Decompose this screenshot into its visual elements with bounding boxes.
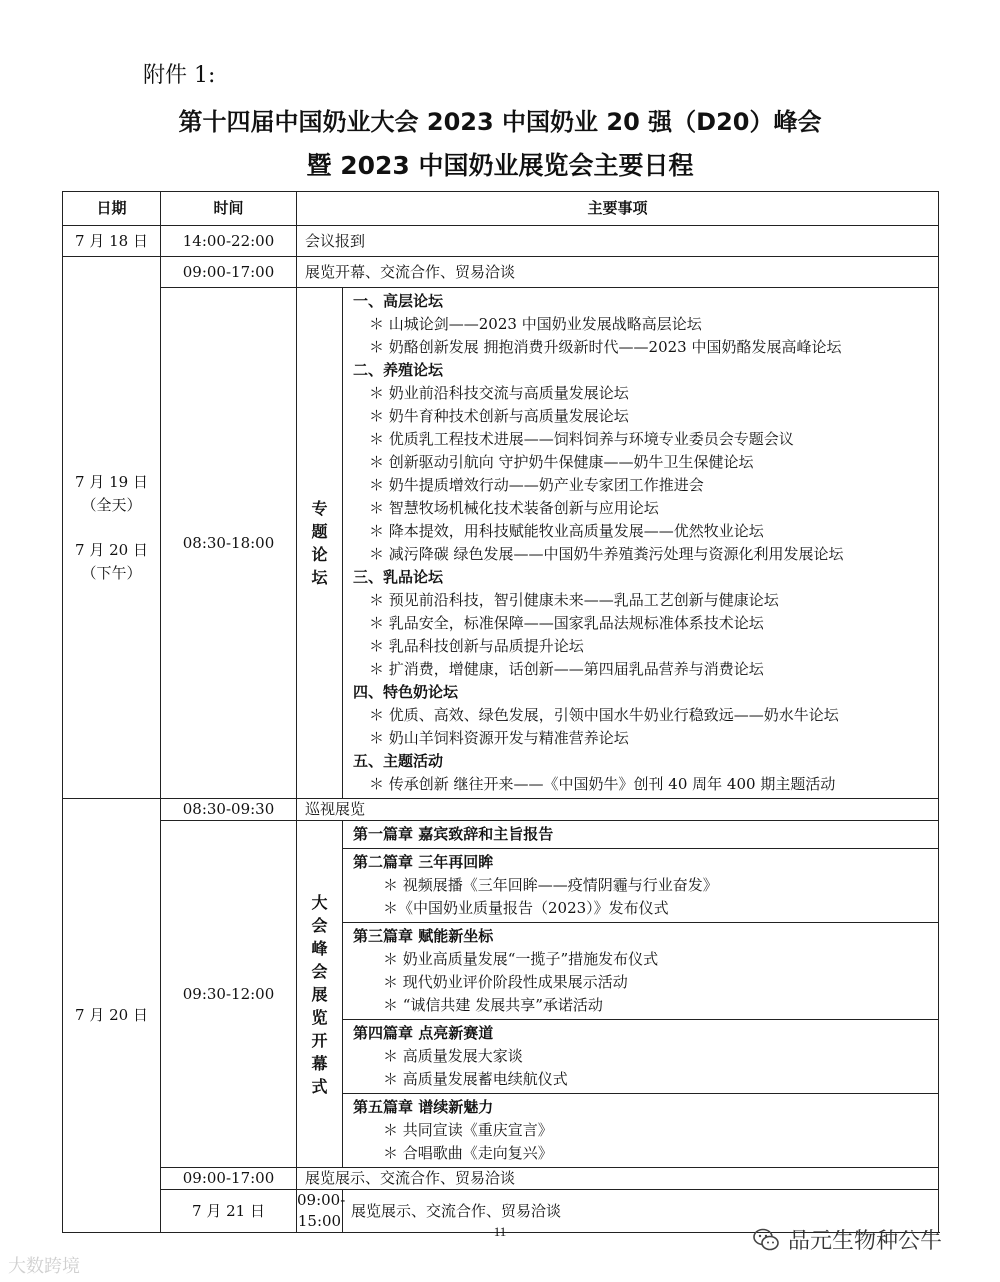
- schedule-table: [62, 191, 939, 1233]
- vertical-char: 幕: [311, 1053, 328, 1073]
- list-item: ＊ 山城论剑——2023 中国奶业发展战略高层论坛: [369, 315, 702, 333]
- date-cell: 7 月 20 日: [63, 799, 161, 1233]
- chapter-block: [343, 821, 939, 849]
- time-cell: 14:00-22:00: [161, 226, 297, 257]
- list-item: ＊ 奶业高质量发展“一揽子”措施发布仪式: [383, 950, 659, 968]
- date-note: （全天）: [81, 495, 142, 514]
- list-item: ＊ “诚信共建 发展共享”承诺活动: [383, 996, 603, 1014]
- table-row: [63, 1168, 939, 1190]
- wechat-icon: [752, 1226, 780, 1254]
- vertical-char: 展: [311, 984, 328, 1004]
- table-header-row: [63, 192, 939, 226]
- list-item: ＊ 智慧牧场机械化技术装备创新与应用论坛: [369, 499, 659, 517]
- chapter-title: 第四篇章 点亮新赛道: [353, 1024, 494, 1042]
- time-cell: 09:00-15:00: [297, 1190, 343, 1233]
- date-line: 7 月 19 日: [75, 472, 148, 491]
- list-item: ＊ 优质乳工程技术进展——饲料饲养与环境专业委员会专题会议: [369, 430, 794, 448]
- vertical-char: 会: [311, 961, 328, 981]
- time-cell: 08:30-18:00: [161, 288, 297, 799]
- table-row: [63, 799, 939, 821]
- time-cell: 09:00-17:00: [161, 1168, 297, 1190]
- list-item: ＊ 现代奶业评价阶段性成果展示活动: [383, 973, 628, 991]
- list-item: ＊ 优质、高效、绿色发展，引领中国水牛奶业行稳致远——奶水牛论坛: [369, 706, 839, 724]
- vertical-char: 专: [311, 499, 328, 518]
- list-item: ＊ 奶业前沿科技交流与高质量发展论坛: [369, 384, 629, 402]
- date-cell: 7 月 18 日: [63, 226, 161, 257]
- list-item: ＊ 高质量发展大家谈: [383, 1047, 523, 1065]
- list-item: ＊ 减污降碳 绿色发展——中国奶牛养殖粪污处理与资源化利用发展论坛: [369, 545, 844, 563]
- header-date: 日期: [63, 192, 161, 226]
- list-item: ＊ 高质量发展蓄电续航仪式: [383, 1070, 568, 1088]
- forum-list: [343, 288, 939, 799]
- date-cell-multi: [63, 257, 161, 799]
- date-cell: 7 月 21 日: [161, 1190, 297, 1233]
- vertical-char: 览: [311, 1007, 328, 1027]
- table-row: [63, 257, 939, 288]
- table-row: [63, 288, 939, 799]
- date-line: 7 月 20 日: [75, 540, 148, 559]
- table-row: [63, 821, 939, 849]
- list-item: ＊ 降本提效，用科技赋能牧业高质量发展——优然牧业论坛: [369, 522, 764, 540]
- event-cell: 展览展示、交流合作、贸易洽谈: [297, 1168, 939, 1190]
- list-item: ＊《中国奶业质量报告（2023）》发布仪式: [383, 899, 669, 917]
- document-title-line-2: 暨 2023 中国奶业展览会主要日程: [306, 151, 694, 180]
- vertical-char: 坛: [311, 568, 328, 587]
- header-events: 主要事项: [297, 192, 939, 226]
- vertical-char: 峰: [311, 938, 328, 958]
- chapter-block: [343, 923, 939, 1020]
- vertical-char: 会: [311, 915, 328, 935]
- list-item: ＊ 奶牛育种技术创新与高质量发展论坛: [369, 407, 629, 425]
- table-row: [63, 226, 939, 257]
- section-heading: 五、主题活动: [353, 752, 444, 770]
- chapter-title: 第三篇章 赋能新坐标: [353, 927, 494, 945]
- chapter-block: [343, 1094, 939, 1168]
- chapter-title: 第二篇章 三年再回眸: [353, 853, 494, 871]
- list-item: ＊ 传承创新 继往开来——《中国奶牛》创刊 40 周年 400 期主题活动: [369, 775, 836, 793]
- list-item: ＊ 奶牛提质增效行动——奶产业专家团工作推进会: [369, 476, 704, 494]
- list-item: ＊ 奶山羊饲料资源开发与精准营养论坛: [369, 729, 629, 747]
- list-item: ＊ 扩消费，增健康，话创新——第四届乳品营养与消费论坛: [369, 660, 764, 678]
- event-cell: 巡视展览: [297, 799, 939, 821]
- chapter-title: 第五篇章 谱续新魅力: [353, 1098, 494, 1116]
- event-cell: 展览开幕、交流合作、贸易洽谈: [297, 257, 939, 288]
- forum-vertical-label: [297, 288, 343, 799]
- list-item: ＊ 乳品安全，标准保障——国家乳品法规标准体系技术论坛: [369, 614, 764, 632]
- list-item: ＊ 乳品科技创新与品质提升论坛: [369, 637, 584, 655]
- time-cell: 09:00-17:00: [161, 257, 297, 288]
- section-heading: 二、养殖论坛: [353, 361, 444, 379]
- vertical-char: 论: [311, 545, 328, 564]
- date-note: （下午）: [81, 563, 142, 582]
- list-item: ＊ 视频展播《三年回眸——疫情阴霾与行业奋发》: [383, 876, 718, 894]
- header-time: 时间: [161, 192, 297, 226]
- watermark-right: [752, 1224, 942, 1255]
- list-item: ＊ 共同宣读《重庆宣言》: [383, 1121, 553, 1139]
- list-item: ＊ 合唱歌曲《走向复兴》: [383, 1144, 553, 1162]
- list-item: ＊ 创新驱动引航向 守护奶牛保健康——奶牛卫生保健论坛: [369, 453, 754, 471]
- watermark-left: 大数跨境: [8, 1256, 80, 1277]
- vertical-char: 开: [311, 1030, 328, 1050]
- page-number: 11: [493, 1224, 507, 1239]
- annex-label: 附件 1:: [143, 63, 216, 88]
- list-item: ＊ 奶酪创新发展 拥抱消费升级新时代——2023 中国奶酪发展高峰论坛: [369, 338, 842, 356]
- chapter-block: [343, 1020, 939, 1094]
- vertical-char: 式: [311, 1076, 328, 1096]
- event-cell: 展览展示、交流合作、贸易洽谈: [343, 1190, 939, 1233]
- time-cell: 09:30-12:00: [161, 821, 297, 1168]
- vertical-char: 大: [311, 892, 328, 912]
- section-heading: 四、特色奶论坛: [353, 683, 459, 701]
- chapter-block: [343, 849, 939, 923]
- list-item: ＊ 预见前沿科技，智引健康未来——乳品工艺创新与健康论坛: [369, 591, 779, 609]
- event-cell: 会议报到: [297, 226, 939, 257]
- watermark-right-text: 品元生物种公牛: [788, 1229, 943, 1254]
- section-heading: 三、乳品论坛: [353, 568, 444, 586]
- time-cell: 08:30-09:30: [161, 799, 297, 821]
- section-heading: 一、高层论坛: [353, 292, 444, 310]
- chapter-title: 第一篇章 嘉宾致辞和主旨报告: [353, 825, 554, 843]
- document-title-line-1: 第十四届中国奶业大会 2023 中国奶业 20 强（D20）峰会: [178, 108, 822, 136]
- vertical-char: 题: [311, 522, 328, 541]
- summit-vertical-label: [297, 821, 343, 1168]
